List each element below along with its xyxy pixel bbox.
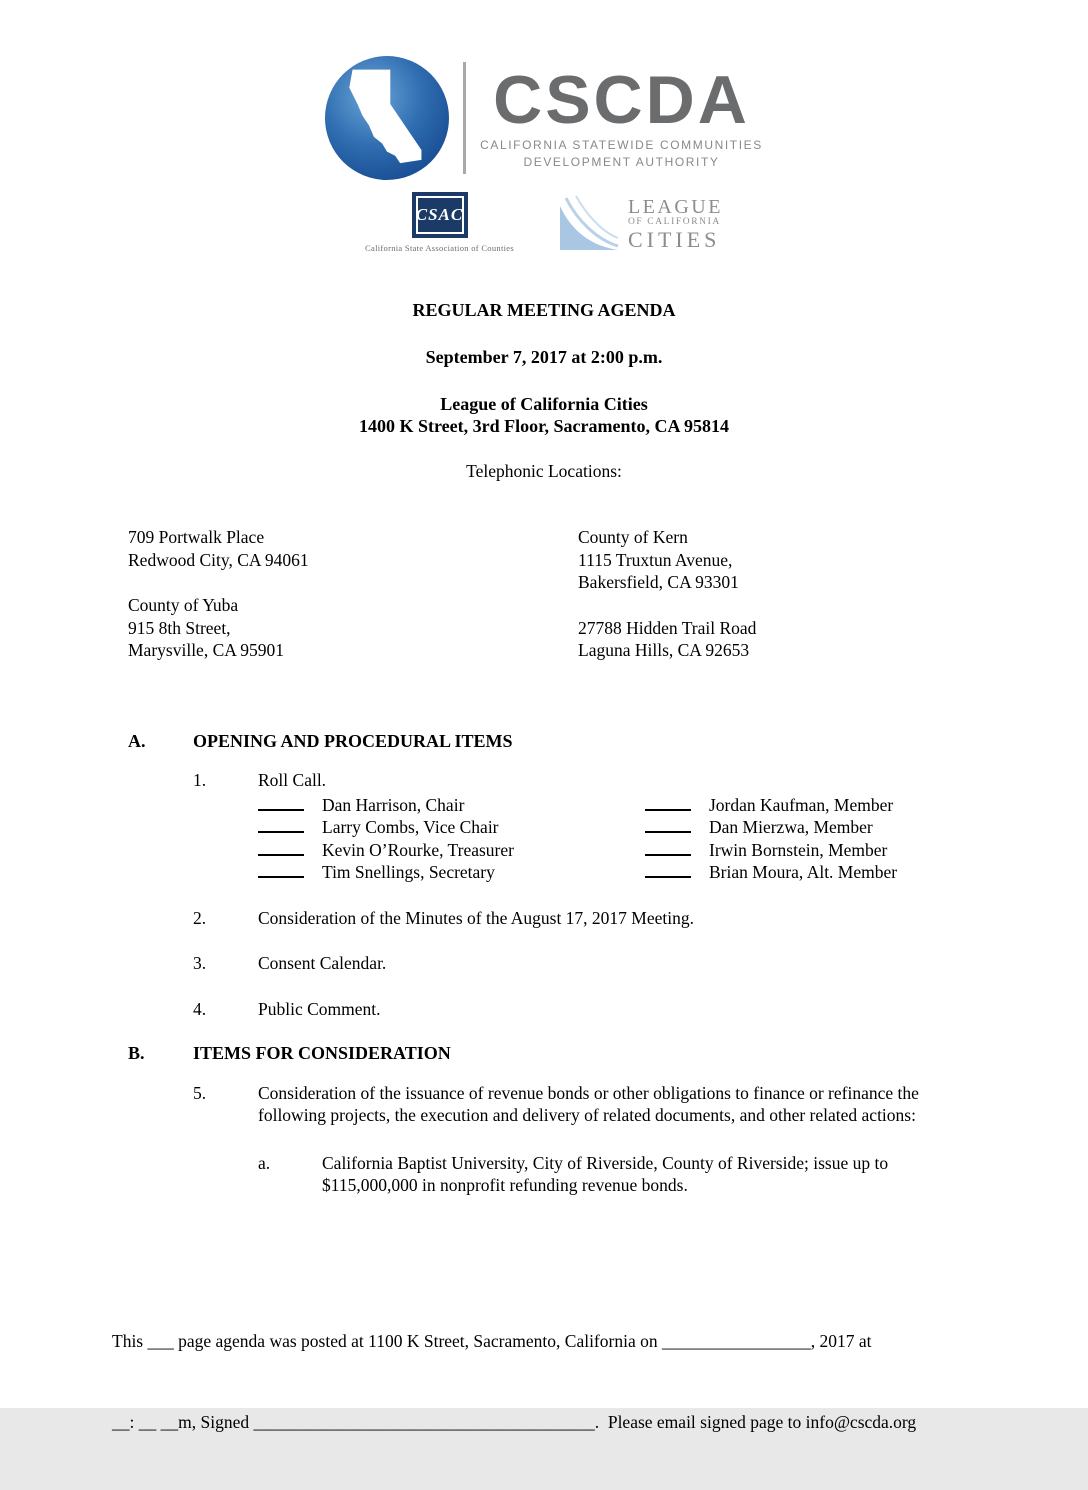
item-text: Consideration of the issuance of revenue bonds or other obligations to finance or refinance the following projects, the execution and delivery of related documents, and other related actions: <box>258 1082 919 1125</box>
agenda-item-5a <box>258 1152 998 1197</box>
california-state-shape-icon <box>346 66 428 170</box>
csac-logo <box>365 192 514 253</box>
roll-call-left-column <box>258 794 645 884</box>
roll-call-name: Jordan Kaufman, Member <box>709 794 894 815</box>
item-text: Consideration of the Minutes of the August 17, 2017 Meeting. <box>258 907 694 928</box>
roll-call-name: Dan Harrison, Chair <box>322 794 465 815</box>
cscda-acronym: CSCDA <box>493 62 750 139</box>
agenda-item-2 <box>128 907 998 930</box>
posting-notice-line1: This ___ page agenda was posted at 1100 K Street, Sacramento, California on _________________, 2017 at <box>112 1331 872 1351</box>
address-line: County of Kern <box>578 527 688 547</box>
roll-call-row <box>645 816 897 839</box>
roll-call-blank <box>645 796 691 811</box>
roll-call-blank <box>645 863 691 878</box>
location-address <box>128 526 578 571</box>
item-text: California Baptist University, City of Riverside, County of Riverside; issue up to $115,000,000 in nonprofit refunding revenue bonds. <box>322 1152 889 1195</box>
address-line: Bakersfield, CA 93301 <box>578 572 739 592</box>
locations-left-column <box>128 526 578 662</box>
roll-call-name: Tim Snellings, Secretary <box>322 862 495 882</box>
league-logo <box>558 196 723 252</box>
roll-call-name: Dan Mierzwa, Member <box>709 817 873 837</box>
item-number: a. <box>258 1152 271 1173</box>
item-number: 1. <box>193 770 207 790</box>
roll-call-blank <box>258 863 304 878</box>
roll-call-name: Brian Moura, Alt. Member <box>709 862 898 882</box>
locations-right-column <box>578 526 756 662</box>
telephonic-locations <box>0 526 1088 662</box>
roll-call-row <box>645 839 897 862</box>
item-number: 5. <box>193 1082 207 1103</box>
roll-call-row <box>645 794 897 817</box>
league-text-line1: LEAGUE <box>627 195 723 218</box>
section-title: ITEMS FOR CONSIDERATION <box>193 1043 451 1063</box>
item-number: 3. <box>193 953 207 973</box>
roll-call-blank <box>258 796 304 811</box>
csac-caption: California State Association of Counties <box>365 243 514 253</box>
roll-call-list <box>258 794 998 884</box>
csac-logo-box-icon <box>412 192 468 238</box>
roll-call-name: Larry Combs, Vice Chair <box>322 817 499 837</box>
cscda-subtitle-line2: DEVELOPMENT AUTHORITY <box>523 154 720 169</box>
agenda-item-1 <box>128 769 998 792</box>
logo-divider <box>463 62 466 174</box>
agenda-body <box>0 730 1088 1197</box>
roll-call-blank <box>258 818 304 833</box>
address-line: 1115 Truxtun Avenue, <box>578 549 733 570</box>
roll-call-row <box>645 861 897 884</box>
agenda-item-3 <box>128 952 998 975</box>
address-line: 915 8th Street, <box>128 617 231 638</box>
roll-call-blank <box>258 841 304 856</box>
address-line: 27788 Hidden Trail Road <box>578 617 757 638</box>
agenda-item-4 <box>128 998 998 1021</box>
league-swoosh-icon <box>558 196 620 252</box>
item-text: Public Comment. <box>258 998 381 1019</box>
roll-call-name: Irwin Bornstein, Member <box>709 839 888 860</box>
cscda-logo-text <box>480 62 763 169</box>
section-letter: B. <box>128 1043 145 1063</box>
agenda-item-5 <box>128 1082 998 1127</box>
cscda-subtitle-line1: CALIFORNIA STATEWIDE COMMUNITIES <box>480 138 763 153</box>
cscda-subtitle <box>480 137 763 169</box>
section-title: OPENING AND PROCEDURAL ITEMS <box>193 730 513 751</box>
address-line: Redwood City, CA 94061 <box>128 549 309 570</box>
address-line: Laguna Hills, CA 92653 <box>578 640 750 660</box>
section-b-heading <box>128 1042 998 1065</box>
league-text-line2: OF CALIFORNIA <box>627 216 721 227</box>
title-block <box>0 299 1088 482</box>
roll-call-row <box>258 794 645 817</box>
roll-call-right-column <box>645 794 897 884</box>
address-line: 709 Portwalk Place <box>128 527 265 547</box>
roll-call-row <box>258 839 645 862</box>
cscda-logo <box>0 0 1088 180</box>
address-line: County of Yuba <box>128 595 239 615</box>
league-logo-text <box>628 197 723 251</box>
telephonic-label: Telephonic Locations: <box>466 461 622 481</box>
location-address <box>128 594 578 662</box>
location-address <box>578 617 756 662</box>
item-number: 2. <box>193 907 207 928</box>
roll-call-name: Kevin O’Rourke, Treasurer <box>322 839 514 860</box>
section-a-heading <box>128 730 998 753</box>
location-address <box>578 526 756 594</box>
california-globe-icon <box>325 56 449 180</box>
document-title: REGULAR MEETING AGENDA <box>412 300 676 320</box>
partner-logos <box>0 192 1088 253</box>
roll-call-blank <box>645 841 691 856</box>
roll-call-blank <box>645 818 691 833</box>
item-text: Consent Calendar. <box>258 953 387 973</box>
posting-notice <box>112 1274 972 1490</box>
roll-call-row <box>258 861 645 884</box>
venue-name: League of California Cities <box>440 394 648 414</box>
league-text-line3: CITIES <box>627 226 721 252</box>
csac-acronym: CSAC <box>415 205 464 224</box>
roll-call-row <box>258 816 645 839</box>
venue-address: 1400 K Street, 3rd Floor, Sacramento, CA 95814 <box>359 416 729 436</box>
meeting-datetime: September 7, 2017 at 2:00 p.m. <box>425 347 663 367</box>
item-number: 4. <box>193 998 207 1019</box>
section-letter: A. <box>128 730 146 751</box>
posting-notice-line2: __: __ __m, Signed _______________________________________. Please email signed page to info@cscda.org <box>112 1412 917 1432</box>
address-line: Marysville, CA 95901 <box>128 640 285 660</box>
item-text: Roll Call. <box>258 770 327 790</box>
